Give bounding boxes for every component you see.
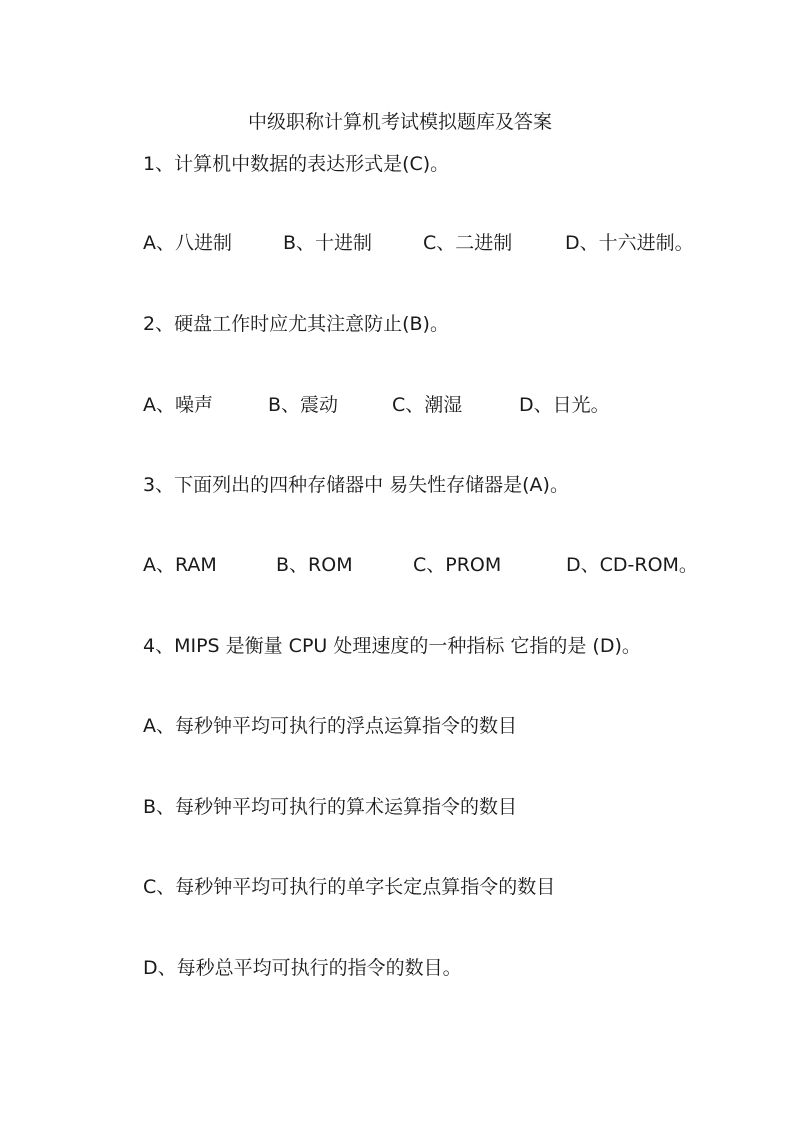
document-title: 中级职称计算机考试模拟题库及答案: [247, 111, 552, 133]
question-3-option-d: D、CD-ROM。: [566, 554, 698, 576]
question-2-option-d: D、日光。: [519, 394, 610, 416]
question-3-option-b: B、ROM: [276, 554, 353, 576]
question-4-option-b: B、每秒钟平均可执行的算术运算指令的数目: [143, 796, 518, 818]
question-1-option-b: B、十进制: [283, 232, 373, 254]
question-3-stem: 3、下面列出的四种存储器中 易失性存储器是(A)。: [143, 474, 569, 496]
question-3-option-a: A、RAM: [143, 554, 217, 576]
question-1-option-c: C、二进制: [423, 232, 513, 254]
question-2-option-c: C、潮湿: [392, 394, 463, 416]
question-2-stem: 2、硬盘工作时应尤其注意防止(B)。: [143, 313, 449, 335]
question-1-option-a: A、八进制: [143, 232, 232, 254]
question-3-option-c: C、PROM: [413, 554, 502, 576]
question-1-option-d: D、十六进制。: [565, 232, 694, 254]
question-4-option-c: C、每秒钟平均可执行的单字长定点算指令的数目: [143, 876, 556, 898]
question-4-option-a: A、每秒钟平均可执行的浮点运算指令的数目: [143, 715, 517, 737]
question-4-stem: 4、MIPS 是衡量 CPU 处理速度的一种指标 它指的是 (D)。: [143, 635, 641, 657]
question-2-option-a: A、噪声: [143, 394, 213, 416]
question-2-option-b: B、震动: [268, 394, 339, 416]
question-1-stem: 1、计算机中数据的表达形式是(C)。: [143, 153, 450, 175]
question-4-option-d: D、每秒总平均可执行的指令的数目。: [143, 957, 462, 979]
